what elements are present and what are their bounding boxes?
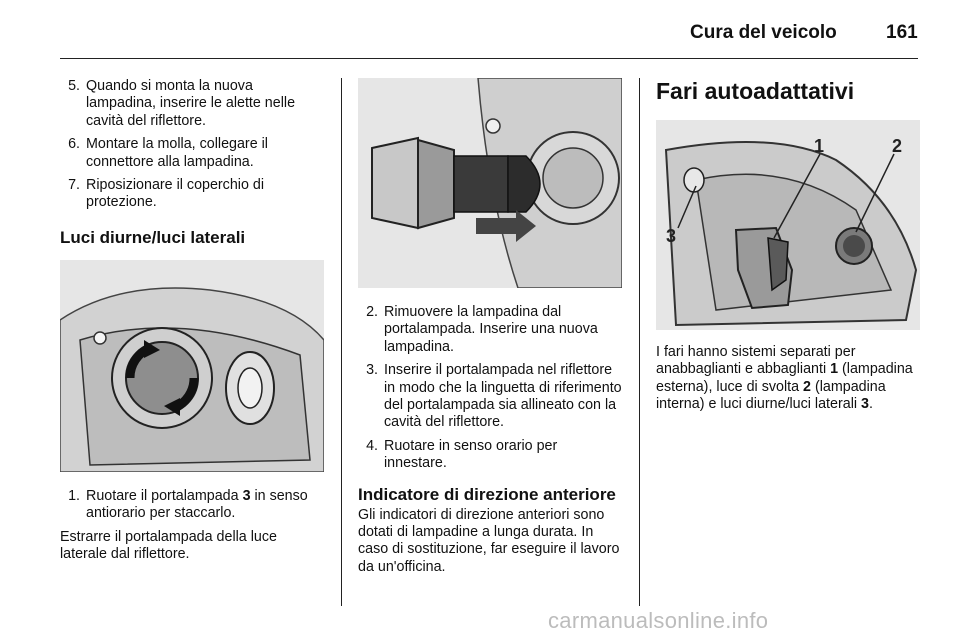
side-light-illustration [60,260,324,472]
headlight-paragraph: I fari hanno sistemi separati per anabbaglianti e abbaglianti 1 (lampadina esterna), luce di svolta 2 (lampadina interna) e luci diurne/luci laterali 3. [656,344,913,413]
step-number: 7. [68,177,80,194]
steps-list-col1 [60,78,326,212]
step-text: Rimuovere la lampadina dal portalampada. Inserire una nuova lampadina. [384,304,598,355]
figure-adaptive-headlight [656,120,920,330]
figure-label-2: 2 [892,136,903,156]
step-text: Ruotare il portalampada 3 in senso antiorario per staccarlo. [86,487,308,522]
step-item [60,136,326,171]
headlight-illustration [656,120,920,330]
header-rule [60,58,918,59]
column-divider-1 [341,78,342,606]
section-heading-daytime-lights: Luci diurne/luci laterali [60,227,246,247]
figure-bulb-holder [358,78,622,288]
column-1 [60,78,326,563]
watermark: carmanualsonline.info [548,608,769,633]
step-text: Montare la molla, collegare il connettore alla lampadina. [86,136,268,170]
section-heading-adaptive-headlights: Fari autoadattativi [656,78,855,104]
column-divider-2 [639,78,640,606]
step-item [358,438,622,473]
step-item [60,177,326,212]
step-number: 4. [366,437,378,454]
section-heading-turn-indicator: Indicatore di direzione anteriore [358,484,616,504]
steps-list-col2 [358,304,622,473]
step-item [60,488,326,523]
figure-side-light-holder [60,260,324,472]
step-item [358,304,622,356]
bulb-holder-illustration [358,78,622,288]
figure-label-1: 1 [814,136,825,156]
step-text: Quando si monta la nuova lampadina, inserire le alette nelle cavità del riflettore. [86,78,296,129]
column-2 [358,78,622,576]
step-number: 6. [68,136,80,153]
step-number: 1. [68,487,80,504]
turn-indicator-paragraph: Gli indicatori di direzione anteriori sono dotati di lampadine a lunga durata. In caso di sostituzione, far eseguire il lavoro da un'officina. [358,506,620,575]
step-item [358,362,622,432]
page-header-title: Cura del veicolo [690,22,837,43]
step-number: 2. [366,304,378,320]
column-3 [656,78,921,414]
page-number: 161 [886,22,918,43]
step-number: 5. [68,78,80,94]
step-item [60,78,326,130]
steps-list-col1b [60,488,326,523]
step-text: Ruotare in senso orario per innestare. [384,437,558,472]
step-text: Riposizionare il coperchio di protezione. [86,177,265,211]
figure-label-3: 3 [666,226,677,246]
step-number: 3. [366,362,378,379]
step-text: Inserire il portalampada nel riflettore in modo che la linguetta di riferimento del portalampada sia allineato con la cavità del riflettore. [384,362,622,431]
step-sub-paragraph: Estrarre il portalampada della luce laterale dal riflettore. [60,528,277,563]
